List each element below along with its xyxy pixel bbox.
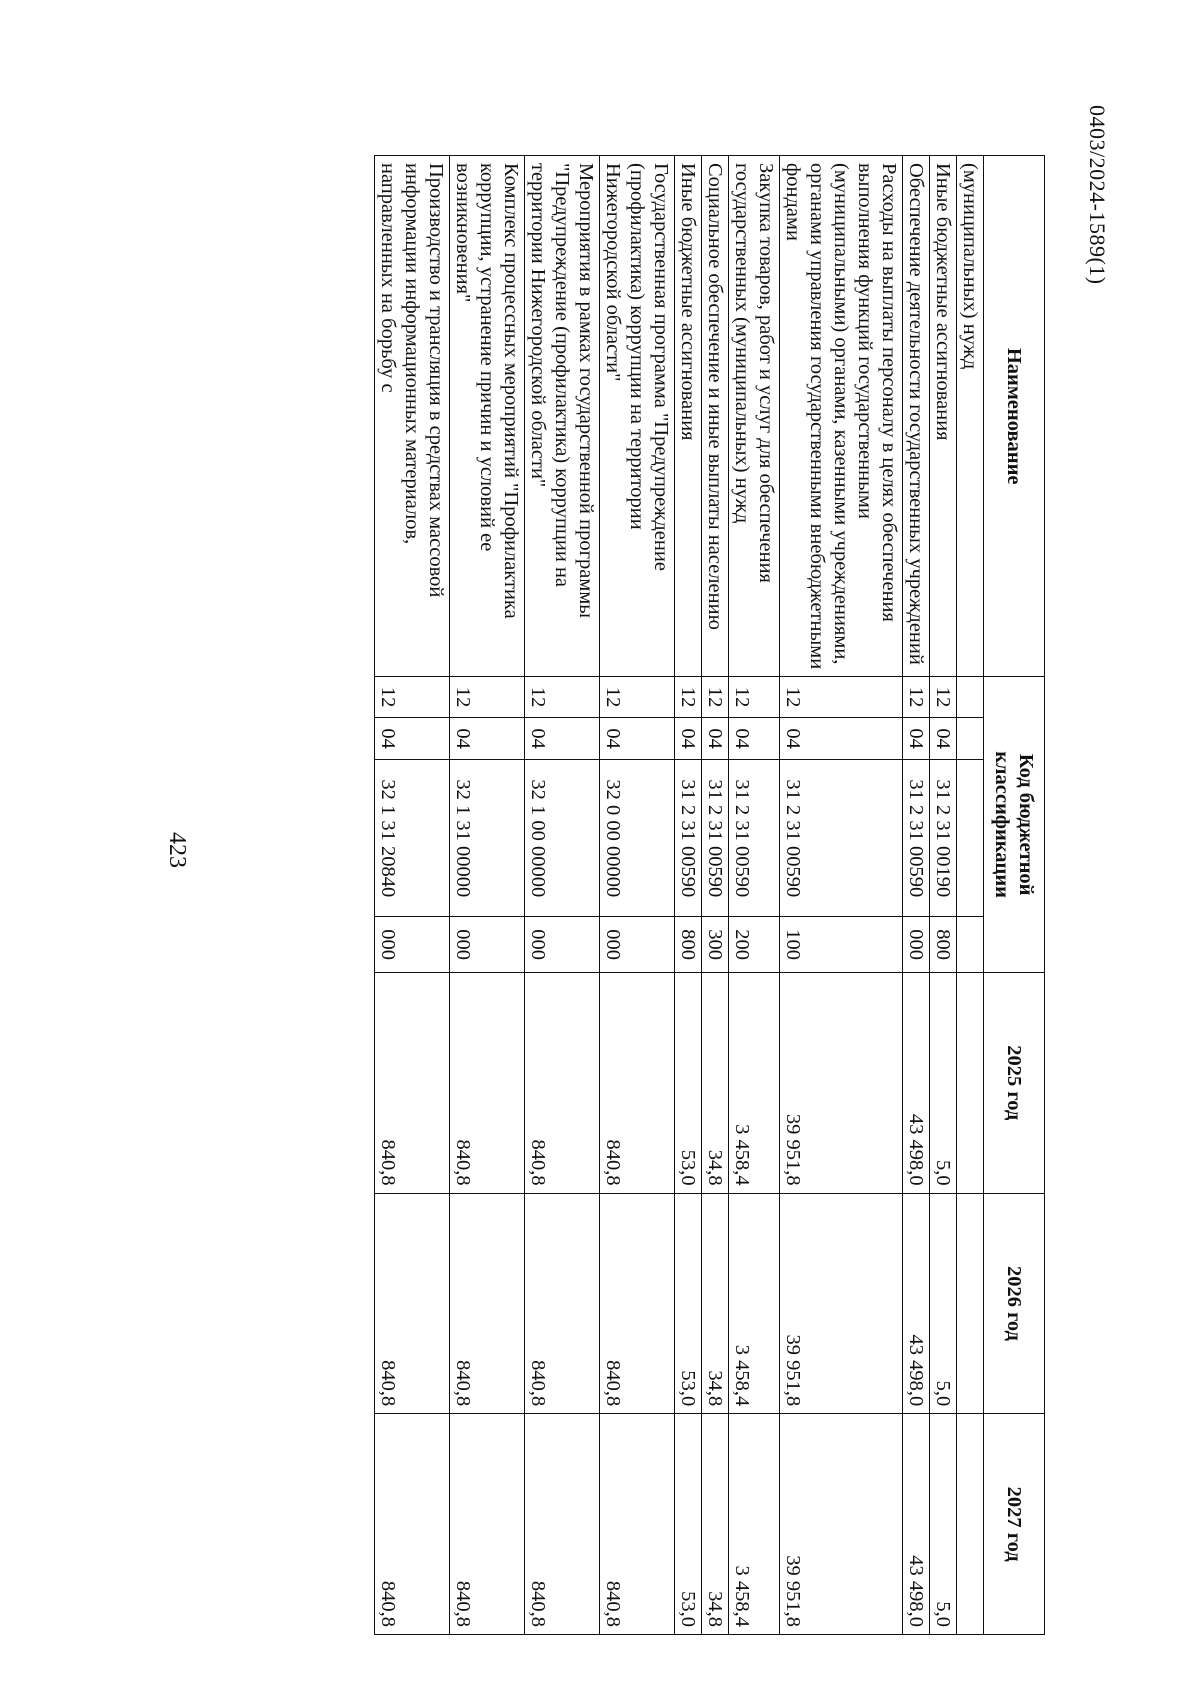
- row-name: Иные бюджетные ассигнования: [930, 156, 957, 677]
- row-value-2026: 3 458,4: [729, 1193, 780, 1414]
- row-code-subsection: 04: [675, 717, 702, 760]
- row-code-target: 31 2 31 00590: [780, 760, 903, 917]
- table-row: [675, 156, 702, 1635]
- row-code-target: 32 1 31 00000: [450, 760, 525, 917]
- row-code-type: [957, 917, 984, 973]
- page-number: 423: [164, 832, 190, 868]
- row-value-2025: 34,8: [702, 972, 729, 1193]
- header-code: Код бюджетной классификации: [984, 677, 1045, 973]
- row-code-type: 200: [729, 917, 780, 973]
- row-value-2025: 43 498,0: [903, 972, 930, 1193]
- row-value-2027: 3 458,4: [729, 1414, 780, 1635]
- row-value-2027: 34,8: [702, 1414, 729, 1635]
- row-value-2025: 5,0: [930, 972, 957, 1193]
- row-code-target: 31 2 31 00590: [729, 760, 780, 917]
- table-row: [729, 156, 780, 1635]
- row-code-section: 12: [780, 677, 903, 717]
- table-row: [702, 156, 729, 1635]
- row-name: (муниципальных) нужд: [957, 156, 984, 677]
- table-row: [903, 156, 930, 1635]
- row-value-2025: 840,8: [375, 972, 450, 1193]
- table-row: [375, 156, 450, 1635]
- row-code-target: 31 2 31 00590: [675, 760, 702, 917]
- row-name: Комплекс процессных мероприятий "Профилактика коррупции, устранение причин и условий ее возникновения": [450, 156, 525, 677]
- row-value-2026: 53,0: [675, 1193, 702, 1414]
- header-row: [984, 156, 1045, 1635]
- row-code-section: 12: [600, 677, 675, 717]
- row-value-2027: 39 951,8: [780, 1414, 903, 1635]
- row-value-2025: 3 458,4: [729, 972, 780, 1193]
- table-row: [600, 156, 675, 1635]
- row-value-2026: 840,8: [525, 1193, 600, 1414]
- row-name: Производство и трансляция в средствах массовой информации информационных материалов, направленных на борьбу с: [375, 156, 450, 677]
- row-name: Мероприятия в рамках государственной программы "Предупреждение (профилактика) коррупции на территории Нижегородской области": [525, 156, 600, 677]
- row-value-2026: 840,8: [375, 1193, 450, 1414]
- header-year-2025: 2025 год: [984, 972, 1045, 1193]
- row-code-type: 300: [702, 917, 729, 973]
- table-row: [780, 156, 903, 1635]
- table-row: [957, 156, 984, 1635]
- row-code-type: 000: [600, 917, 675, 973]
- row-code-subsection: 04: [930, 717, 957, 760]
- row-code-subsection: 04: [600, 717, 675, 760]
- row-value-2025: 840,8: [450, 972, 525, 1193]
- row-code-section: [957, 677, 984, 717]
- row-value-2025: [957, 972, 984, 1193]
- row-code-subsection: 04: [702, 717, 729, 760]
- row-code-section: 12: [450, 677, 525, 717]
- row-name: Расходы на выплаты персоналу в целях обеспечения выполнения функций государственными (муниципальными) органами, казенными учреждениями, органами управления государственными внебюджетными фондами: [780, 156, 903, 677]
- row-value-2026: [957, 1193, 984, 1414]
- row-value-2026: 840,8: [450, 1193, 525, 1414]
- header-year-2027: 2027 год: [984, 1414, 1045, 1635]
- row-code-type: 000: [525, 917, 600, 973]
- row-value-2027: 43 498,0: [903, 1414, 930, 1635]
- row-name: Закупка товаров, работ и услуг для обеспечения государственных (муниципальных) нужд: [729, 156, 780, 677]
- row-name: Социальное обеспечение и иные выплаты населению: [702, 156, 729, 677]
- row-code-section: 12: [525, 677, 600, 717]
- row-value-2025: 840,8: [600, 972, 675, 1193]
- row-value-2025: 39 951,8: [780, 972, 903, 1193]
- header-name: Наименование: [984, 156, 1045, 677]
- row-name: Государственная программа "Предупреждение (профилактика) коррупции на территории Нижегородской области": [600, 156, 675, 677]
- row-code-subsection: 04: [525, 717, 600, 760]
- row-code-type: 800: [675, 917, 702, 973]
- row-code-section: 12: [702, 677, 729, 717]
- row-value-2027: 840,8: [375, 1414, 450, 1635]
- row-code-type: 800: [930, 917, 957, 973]
- row-value-2027: 840,8: [525, 1414, 600, 1635]
- row-code-subsection: [957, 717, 984, 760]
- row-value-2026: 43 498,0: [903, 1193, 930, 1414]
- row-code-target: 31 2 31 00590: [702, 760, 729, 917]
- row-value-2026: 39 951,8: [780, 1193, 903, 1414]
- row-code-section: 12: [375, 677, 450, 717]
- row-value-2026: 840,8: [600, 1193, 675, 1414]
- budget-table: [374, 155, 1045, 1635]
- row-value-2025: 53,0: [675, 972, 702, 1193]
- row-code-type: 000: [450, 917, 525, 973]
- row-value-2027: 5,0: [930, 1414, 957, 1635]
- row-value-2026: 5,0: [930, 1193, 957, 1414]
- row-code-target: 32 0 00 00000: [600, 760, 675, 917]
- table-row: [930, 156, 957, 1635]
- document-code: 0403/2024-1589(1): [1085, 105, 1110, 285]
- row-code-target: 32 1 31 20840: [375, 760, 450, 917]
- header-year-2026: 2026 год: [984, 1193, 1045, 1414]
- row-code-section: 12: [930, 677, 957, 717]
- row-value-2027: 53,0: [675, 1414, 702, 1635]
- row-code-target: 31 2 31 00190: [930, 760, 957, 917]
- row-code-type: 100: [780, 917, 903, 973]
- table-row: [525, 156, 600, 1635]
- row-code-subsection: 04: [729, 717, 780, 760]
- row-code-subsection: 04: [375, 717, 450, 760]
- row-value-2027: 840,8: [450, 1414, 525, 1635]
- row-value-2025: 840,8: [525, 972, 600, 1193]
- row-code-type: 000: [375, 917, 450, 973]
- row-code-subsection: 04: [780, 717, 903, 760]
- row-name: Иные бюджетные ассигнования: [675, 156, 702, 677]
- row-code-target: 32 1 00 00000: [525, 760, 600, 917]
- row-value-2027: 840,8: [600, 1414, 675, 1635]
- row-code-section: 12: [903, 677, 930, 717]
- row-value-2026: 34,8: [702, 1193, 729, 1414]
- row-value-2027: [957, 1414, 984, 1635]
- row-code-type: 000: [903, 917, 930, 973]
- row-code-subsection: 04: [450, 717, 525, 760]
- row-name: Обеспечение деятельности государственных учреждений: [903, 156, 930, 677]
- row-code-target: 31 2 31 00590: [903, 760, 930, 917]
- row-code-section: 12: [675, 677, 702, 717]
- row-code-target: [957, 760, 984, 917]
- row-code-section: 12: [729, 677, 780, 717]
- row-code-subsection: 04: [903, 717, 930, 760]
- table-row: [450, 156, 525, 1635]
- table-body: [375, 156, 984, 1635]
